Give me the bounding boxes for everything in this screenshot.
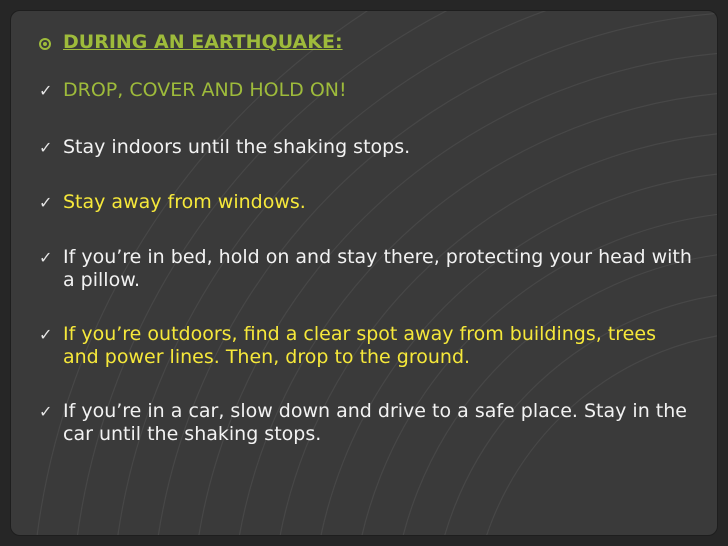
checkmark-icon: ✓ bbox=[39, 248, 53, 267]
checkmark-icon: ✓ bbox=[39, 81, 53, 100]
item-text: If you’re in a car, slow down and drive to a safe place. Stay in the car until the shaking stops. bbox=[63, 400, 687, 445]
list-item bbox=[39, 136, 693, 159]
list-item bbox=[39, 400, 693, 446]
checkmark-icon: ✓ bbox=[39, 402, 53, 421]
list-item bbox=[39, 79, 693, 102]
item-text: If you’re outdoors, find a clear spot away from buildings, trees and power lines. Then, drop to the ground. bbox=[63, 323, 656, 368]
target-bullet-icon bbox=[39, 31, 63, 54]
list-item bbox=[39, 246, 693, 292]
list-item-heading bbox=[39, 31, 693, 54]
list-item bbox=[39, 191, 693, 214]
checkmark-icon: ✓ bbox=[39, 325, 53, 344]
item-text: If you’re in bed, hold on and stay there, protecting your head with a pillow. bbox=[63, 246, 692, 291]
slide-frame bbox=[10, 10, 718, 536]
checkmark-icon: ✓ bbox=[39, 193, 53, 212]
heading-text: DURING AN EARTHQUAKE: bbox=[63, 31, 343, 53]
list-item bbox=[39, 323, 693, 369]
item-text: DROP, COVER AND HOLD ON! bbox=[63, 79, 347, 101]
checkmark-icon: ✓ bbox=[39, 138, 53, 157]
bullet-list bbox=[39, 31, 693, 446]
item-text: Stay indoors until the shaking stops. bbox=[63, 136, 411, 158]
item-text: Stay away from windows. bbox=[63, 191, 306, 213]
